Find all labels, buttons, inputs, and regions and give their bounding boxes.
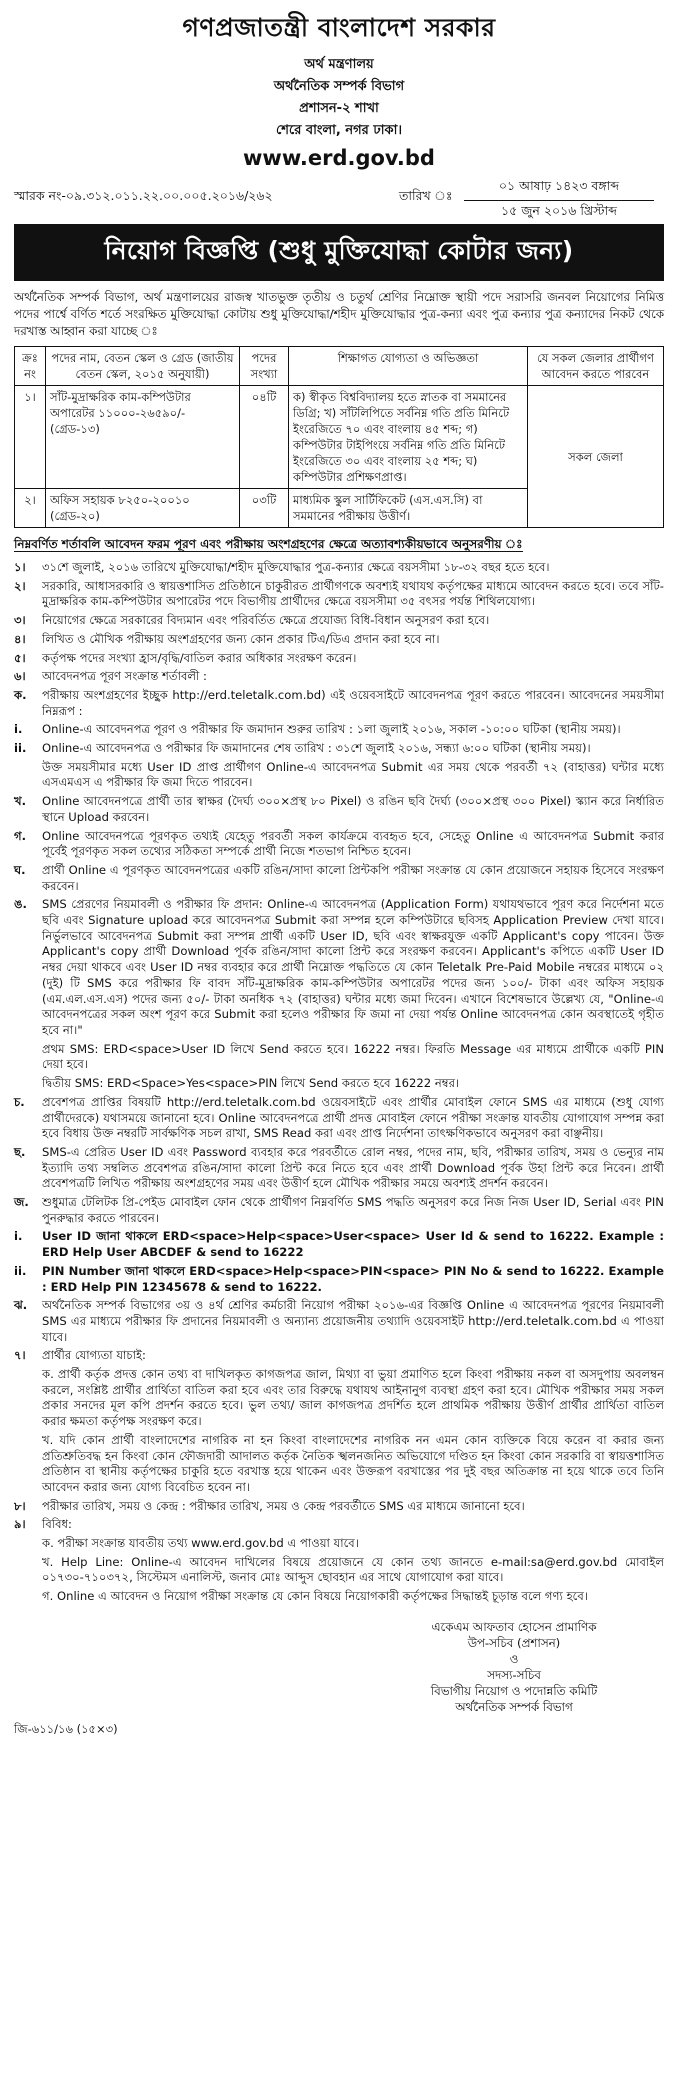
posts-table bbox=[14, 346, 664, 528]
condition-text: আবেদনপত্র পূরণ সংক্রান্ত শর্তাবলী : bbox=[42, 669, 207, 684]
condition-item bbox=[14, 1433, 664, 1496]
condition-number bbox=[14, 1555, 42, 1586]
condition-text: উক্ত সময়সীমার মধ্যে User ID প্রাপ্ত প্রার্থীগণ Online-এ আবেদনপত্র Submit এর সময় থেকে পরবর্তী ৭২ (বাহাত্তর) ঘন্টার মধ্যে এসএমএস এ পরীক্ষার ফি জমা দিতে পারবেন। bbox=[42, 759, 664, 790]
condition-text: পরীক্ষার তারিখ, সময় ও কেন্দ্র : পরীক্ষার তারিখ, সময় ও কেন্দ্র পরবর্তীতে SMS এর মাধ্যমে জানানো হবে। bbox=[42, 1498, 525, 1513]
conditions-title bbox=[14, 536, 664, 556]
address: শেরে বাংলা, নগর ঢাকা। bbox=[276, 123, 402, 138]
intro-paragraph: অর্থনৈতিক সম্পর্ক বিভাগ, অর্থ মন্ত্রণালয়ের রাজস্ব খাতভুক্ত তৃতীয় ও চতুর্থ শ্রেণির নিম্নোক্ত স্থায়ী পদে সরাসরি জনবল নিয়োগের নিমিত্ত পদের পার্শ্বে বর্ণিত শর্তে সংরক্ষিত মুক্তিযোদ্ধা কোটায় শুধু মুক্তিযোদ্ধা/শহীদ মুক্তিযোদ্ধার পুত্র-কন্যা এবং পুত্র কন্যার পুত্র কন্যাদের নিকট থেকে দরখাস্ত আহ্বান করা যাচ্ছে ঃ bbox=[14, 290, 664, 338]
condition-number: i. bbox=[14, 722, 23, 737]
condition-item bbox=[14, 794, 664, 825]
date-box bbox=[464, 176, 654, 225]
condition-text: সরকারি, আধাসরকারি ও স্বায়ত্তশাসিত প্রতিষ্ঠানে চাকুরীরত প্রার্থীগণকে অবশ্যই যথাযথ কর্তৃপক্ষের মাধ্যমে আবেদন করতে হবে। তবে সাঁট-মুদ্রাক্ষরিক কাম-কম্পিউটার অপারেটর পদে বিভাগীয় প্রার্থীদের ক্ষেত্রে বয়সসীমা ৩৫ বৎসর পর্যন্ত শিথিলযোগ্য। bbox=[42, 578, 664, 609]
condition-text: User ID জানা থাকলে ERD<space>Help<space>User<space> User Id & send to 16222. Example : ERD Help User ABCDEF & send to 16222 bbox=[42, 1229, 664, 1260]
condition-number: ২। bbox=[14, 578, 26, 593]
condition-item bbox=[14, 688, 664, 719]
condition-item bbox=[14, 579, 664, 610]
header-districts: যে সকল জেলার প্রার্থীগণ আবেদন করতে পারবেন bbox=[528, 347, 664, 386]
condition-text: লিখিত ও মৌখিক পরীক্ষায় অংশগ্রহণের জন্য কোন প্রকার টিএ/ডিএ প্রদান করা হবে না। bbox=[42, 631, 440, 646]
condition-number: ঝ. bbox=[14, 1298, 28, 1313]
division-name: অর্থনৈতিক সম্পর্ক বিভাগ bbox=[273, 79, 405, 94]
website[interactable]: www.erd.gov.bd bbox=[243, 146, 435, 170]
date-bangla: ০১ আষাঢ় ১৪২৩ বঙ্গাব্দ bbox=[464, 176, 654, 201]
condition-text: PIN Number জানা থাকলে ERD<space>Help<space>PIN<space> PIN No & send to 16222. Example : ERD Help PIN 12345678 & send to 16222. bbox=[42, 1263, 664, 1294]
condition-text: ক. প্রার্থী কর্তৃক প্রদত্ত কোন তথ্য বা দাখিলকৃত কাগজপত্র জাল, মিথ্যা বা ভুয়া প্রমাণিত হলে কিংবা পরীক্ষায় নকল বা অসদুপায় অবলম্বন করলে, সংশ্লিষ্ট প্রার্থীর প্রার্থিতা বাতিল করা হবে এবং তার বিরুদ্ধে যথাযথ আইনানুগ ব্যবস্থা গ্রহণ করা হবে। মৌখিক পরীক্ষার সময় সকল প্রকার সনদের মূল কপি প্রদর্শন করতে হবে। ভুল তথ্য/ জাল কাগজপত্র প্রদর্শিত হলে প্রাথমিক পরীক্ষায় উত্তীর্ণ প্রার্থীর প্রার্থিতা বাতিল করার ক্ষমতা কর্তৃপক্ষ সংরক্ষণ করে। bbox=[42, 1367, 664, 1429]
condition-number: ii. bbox=[14, 741, 27, 756]
condition-number: ১। bbox=[14, 560, 26, 574]
condition-number: ঘ. bbox=[14, 862, 26, 877]
header-post: পদের নাম, বেতন স্কেল ও গ্রেড (জাতীয় বেতন স্কেল, ২০১৫ অনুযায়ী) bbox=[46, 347, 240, 386]
condition-number: ঙ. bbox=[14, 897, 27, 912]
condition-text: গ. Online এ আবেদন ও নিয়োগ পরীক্ষা সংক্রান্ত যে কোন বিষয়ে নিয়োগকারী কর্তৃপক্ষের সিদ্ধান্তই চূড়ান্ত বলে গণ্য হবে। bbox=[42, 1589, 588, 1604]
condition-item bbox=[14, 669, 664, 685]
condition-item bbox=[14, 1042, 664, 1073]
conditions-list bbox=[14, 560, 664, 1605]
ministry-name: অর্থ মন্ত্রণালয় bbox=[304, 57, 374, 72]
memo-number: স্মারক নং-০৯.৩১২.০১১.২২.০০.০০৫.২০১৬/২৬২ bbox=[14, 188, 273, 203]
condition-text: প্রথম SMS: ERD<space>User ID লিখে Send করতে হবে। 16222 নম্বর। ফিরতি Message এর মাধ্যমে প্রার্থীকে একটি PIN দেয়া হবে। bbox=[42, 1041, 664, 1072]
condition-item bbox=[14, 632, 664, 648]
condition-text: SMS-এ প্রেরিত User ID এবং Password ব্যবহার করে পরবর্তীতে রোল নম্বর, পদের নাম, ছবি, পরীক্ষার তারিখ, সময় ও ভেন্যুর নাম ইত্যাদি তথ্য সম্বলিত প্রবেশপত্র রঙিন/সাদা কালো প্রিন্ট করে নিতে হবে এবং প্রার্থী Download পূর্বক উহা প্রিন্ট করে নিবেন। প্রার্থী প্রবেশপত্রটি লিখিত পরীক্ষায় অংশগ্রহণের সময় এবং উত্তীর্ণ হলে মৌখিক পরীক্ষার সময়ে অবশ্যই প্রদর্শন করবেন। bbox=[42, 1144, 664, 1191]
condition-number: জ. bbox=[14, 1195, 29, 1210]
signature-block bbox=[14, 1619, 664, 1715]
condition-item bbox=[14, 1145, 664, 1192]
condition-item bbox=[14, 560, 664, 576]
row-qualification: ক) স্বীকৃত বিশ্ববিদ্যালয় হতে স্নাতক বা সমমানের ডিগ্রি; খ) সাঁটলিপিতে সর্বনিম্ন গতি প্রতি মিনিটে ইংরেজিতে ৭০ এবং বাংলায় ৪৫ শব্দ; গ) কম্পিউটার টাইপিংয়ে সর্বনিম্ন গতি প্রতি মিনিটে ইংরেজিতে ৩০ এবং বাংলায় ২৫ শব্দ; ঘ) কম্পিউটার প্রশিক্ষণপ্রাপ্ত। bbox=[289, 386, 528, 489]
condition-number bbox=[14, 760, 42, 791]
row-sl: ২। bbox=[15, 489, 46, 528]
row-qualification: মাধ্যমিক স্কুল সার্টিফিকেট (এস.এস.সি) বা সমমানের পরীক্ষায় উত্তীর্ণ। bbox=[289, 489, 528, 528]
condition-item bbox=[14, 1536, 664, 1552]
condition-number: ৭। bbox=[14, 1348, 26, 1363]
row-sl: ১। bbox=[15, 386, 46, 489]
notice-page bbox=[14, 0, 664, 1740]
condition-item bbox=[14, 722, 664, 738]
header-qualification: শিক্ষাগত যোগ্যতা ও অভিজ্ঞতা bbox=[289, 347, 528, 386]
condition-number: চ. bbox=[14, 1094, 25, 1109]
condition-item bbox=[14, 1499, 664, 1515]
branch-name: প্রশাসন-২ শাখা bbox=[299, 101, 379, 116]
condition-item bbox=[14, 760, 664, 791]
condition-text: শুধুমাত্র টেলিটক প্রি-পেইড মোবাইল ফোন থেকে প্রার্থীগণ নিম্নবর্ণিত SMS পদ্ধতি অনুসরণ করে নিজ নিজ User ID, Serial এবং PIN পুনরুদ্ধার করতে পারবেন। bbox=[42, 1195, 664, 1225]
condition-text: ৩১শে জুলাই, ২০১৬ তারিখে মুক্তিযোদ্ধা/শহীদ মুক্তিযোদ্ধার পুত্র-কন্যার ক্ষেত্রে বয়সসীমা ১৮-৩২ বছর হতে হবে। bbox=[42, 560, 550, 574]
header bbox=[14, 8, 664, 170]
condition-number: ৬। bbox=[14, 669, 26, 684]
condition-text: পরীক্ষায় অংশগ্রহণের ইচ্ছুক http://erd.teletalk.com.bd) এই ওয়েবসাইটে আবেদনপত্র পূরণ করতে পারবেন। আবেদনের সময়সীমা নিম্নরূপ : bbox=[42, 687, 664, 718]
reference-row bbox=[14, 176, 664, 218]
header-count: পদের সংখ্যা bbox=[240, 347, 289, 386]
condition-item bbox=[14, 651, 664, 667]
condition-text: খ. যদি কোন প্রার্থী বাংলাদেশের নাগরিক না হন কিংবা বাংলাদেশের নাগরিক নন এমন কোন ব্যক্তিকে বিয়ে করেন বা করার জন্য প্রতিশ্রুতিবদ্ধ হন কিংবা কোন ফৌজদারী আদালত কর্তৃক নৈতিক স্খলনজনিত অভিযোগে দণ্ডিত হন কিংবা কোন সরকারি বা স্বায়ত্তশাসিত প্রতিষ্ঠান বা স্থানীয় কর্তৃপক্ষের চাকুরি হতে বরখাস্ত হয়ে থাকেন এবং উক্তরূপ বরখাস্তের পর দুই বছর অতিক্রান্ত না হয়ে থাকে তবে তিনি আবেদন করার জন্য যোগ্য বিবেচিত হবেন না। bbox=[42, 1432, 664, 1494]
condition-item bbox=[14, 1195, 664, 1226]
row-count: ০৪টি bbox=[240, 386, 289, 489]
condition-text: Online আবেদনপত্রে পূরণকৃত তথ্যই যেহেতু পরবর্তী সকল কার্যক্রমে ব্যবহৃত হবে, সেহেতু Online এ আবেদনপত্র Submit করার পূর্বেই পূরণকৃত সকল তথ্যের সঠিকতা সম্পর্কে প্রার্থী নিজে শতভাগ নিশ্চিত হবেন। bbox=[42, 828, 664, 859]
condition-item bbox=[14, 613, 664, 629]
condition-item bbox=[14, 1076, 664, 1092]
condition-number: গ. bbox=[14, 828, 27, 843]
signatory-role: সদস্য-সচিব bbox=[487, 1667, 541, 1682]
condition-number: খ. bbox=[14, 794, 27, 809]
condition-text: Online আবেদনপত্রে প্রার্থী তার স্বাক্ষর (দৈর্ঘ্য ৩০০×প্রস্থ ৮০ Pixel) ও রঙিন ছবি দৈর্ঘ্য (৩০০×প্রস্থ ৩০০ Pixel) স্ক্যান করে নির্ধারিত স্থানে Upload করবেন। bbox=[42, 794, 664, 824]
condition-number bbox=[14, 1536, 42, 1552]
condition-item bbox=[14, 741, 664, 757]
condition-number bbox=[14, 1076, 42, 1092]
condition-item bbox=[14, 1229, 664, 1260]
condition-number: ৮। bbox=[14, 1498, 26, 1513]
condition-number: ৪। bbox=[14, 631, 26, 646]
condition-item bbox=[14, 1589, 664, 1605]
condition-item bbox=[14, 829, 664, 860]
condition-number: ii. bbox=[14, 1263, 27, 1278]
conditions-title-text: নিম্নবর্ণিত শর্তাবলি আবেদন ফরম পূরণ এবং পরীক্ষায় অংশগ্রহণের ক্ষেত্রে অত্যাবশ্যকীয়ভাবে অনুসরণীয় ঃ bbox=[14, 537, 523, 551]
condition-number: ক. bbox=[14, 687, 27, 702]
condition-text: প্রার্থী Online এ পূরণকৃত আবেদনপত্রের একটি রঙিন/সাদা কালো প্রিন্টকপি পরীক্ষা সংক্রান্ত যে কোন প্রয়োজনে সহায়ক হিসেবে সংরক্ষণ করবেন। bbox=[42, 862, 664, 893]
condition-item bbox=[14, 1348, 664, 1364]
condition-text: প্রবেশপত্র প্রাপ্তির বিষয়টি http://erd.teletalk.com.bd ওয়েবসাইটে এবং প্রার্থীর মোবাইল ফোনে SMS এর মাধ্যমে (শুধু যোগ্য প্রার্থীদেরকে) যথাসময়ে জানানো হবে। Online আবেদনপত্রে প্রার্থী প্রদত্ত মোবাইল ফোনে পরীক্ষা সংক্রান্ত যাবতীয় যোগাযোগ সম্পন্ন করা হবে বিধায় উক্ত নম্বরটি সার্বক্ষণিক সচল রাখা, SMS Read করা এবং প্রাপ্ত নির্দেশনা তাৎক্ষণিকভাবে অনুসরণ করা বাঞ্ছনীয়। bbox=[42, 1094, 664, 1141]
row-post: অফিস সহায়ক ৮২৫০-২০০১০ (গ্রেড-২০) bbox=[46, 489, 240, 528]
condition-number: ৩। bbox=[14, 613, 26, 628]
condition-text: কর্তৃপক্ষ পদের সংখ্যা হ্রাস/বৃদ্ধি/বাতিল করার অধিকার সংরক্ষণ করেন। bbox=[42, 650, 357, 665]
footer-code: জি-৬১১/১৬ (১৫×৩) bbox=[14, 1721, 118, 1736]
signatory-committee: বিভাগীয় নিয়োগ ও পদোন্নতি কমিটি bbox=[430, 1683, 598, 1698]
condition-text: বিবিধ: bbox=[42, 1517, 72, 1532]
notice-title: নিয়োগ বিজ্ঞপ্তি (শুধু মুক্তিযোদ্ধা কোটার জন্য) bbox=[14, 224, 664, 281]
government-title: গণপ্রজাতন্ত্রী বাংলাদেশ সরকার bbox=[182, 13, 496, 42]
condition-item bbox=[14, 1298, 664, 1345]
condition-number: ৯। bbox=[14, 1517, 26, 1532]
signatory-and: ও bbox=[509, 1651, 519, 1666]
condition-item bbox=[14, 1264, 664, 1295]
condition-number bbox=[14, 1433, 42, 1496]
signatory-division: অর্থনৈতিক সম্পর্ক বিভাগ bbox=[455, 1699, 573, 1714]
table-row bbox=[15, 386, 664, 489]
date-english: ১৫ জুন ২০১৬ খ্রিস্টাব্দ bbox=[501, 203, 617, 218]
condition-text: অর্থনৈতিক সম্পর্ক বিভাগের ৩য় ও ৪র্থ শ্রেণির কর্মচারী নিয়োগ পরীক্ষা ২০১৬-এর বিজ্ঞপ্তি Online এ আবেদনপত্র পূরণের নিয়মাবলী SMS এর মাধ্যমে পরীক্ষার ফি প্রদানের নিয়মাবলী ও অন্যান্য প্রয়োজনীয় তথ্যাদি ওয়েবসাইট http://erd.teletalk.com.bd এ পাওয়া যাবে। bbox=[42, 1298, 664, 1344]
condition-item bbox=[14, 863, 664, 894]
condition-number bbox=[14, 1042, 42, 1073]
condition-text: খ. Help Line: Online-এ আবেদন দাখিলের বিষয়ে প্রয়োজনে যে কোন তথ্য জানতে e-mail:sa@erd.gov.bd মোবাইল ০১৭৩০-৭১০৩৭২, সিস্টেমস এনালিস্ট, জনাব মোঃ আব্দুস ছোবহান এর সাথে যোগাযোগ করা যাবে। bbox=[42, 1554, 664, 1585]
condition-text: Online-এ আবেদনপত্র ও পরীক্ষার ফি জমাদানের শেষ তারিখ : ৩১শে জুলাই ২০১৬, সন্ধ্যা ৬:০০ ঘটিকা (স্থানীয় সময়)। bbox=[42, 741, 591, 756]
condition-item bbox=[14, 897, 664, 1038]
condition-number: ৫। bbox=[14, 650, 26, 665]
condition-number: ছ. bbox=[14, 1144, 26, 1159]
row-count: ০৩টি bbox=[240, 489, 289, 528]
condition-text: নিয়োগের ক্ষেত্রে সরকারের বিদ্যমান এবং পরিবর্তিত ক্ষেত্রে প্রযোজ্য বিধি-বিধান অনুসরণ করা হবে। bbox=[42, 613, 490, 628]
date-label: তারিখ ঃ bbox=[399, 188, 453, 203]
condition-item bbox=[14, 1367, 664, 1430]
condition-text: দ্বিতীয় SMS: ERD<Space>Yes<space>PIN লিখে Send করতে হবে 16222 নম্বর। bbox=[42, 1076, 460, 1091]
row-post: সাঁট-মুদ্রাক্ষরিক কাম-কম্পিউটার অপারেটর ১১০০০-২৬৫৯০/- (গ্রেড-১৩) bbox=[46, 386, 240, 489]
header-sl: ক্রঃ নং bbox=[15, 347, 46, 386]
signatory-name: একেএম আফতাব হোসেন প্রামাণিক bbox=[431, 1619, 597, 1634]
condition-item bbox=[14, 1517, 664, 1533]
condition-item bbox=[14, 1095, 664, 1142]
condition-number bbox=[14, 1589, 42, 1605]
condition-item bbox=[14, 1555, 664, 1586]
condition-number: i. bbox=[14, 1229, 23, 1244]
condition-text: ক. পরীক্ষা সংক্রান্ত যাবতীয় তথ্য www.erd.gov.bd এ পাওয়া যাবে। bbox=[42, 1536, 359, 1551]
condition-text: Online-এ আবেদনপত্র পূরণ ও পরীক্ষার ফি জমাদান শুরুর তারিখ : ১লা জুলাই ২০১৬, সকাল -১০:০০ ঘটিকা (স্থানীয় সময়)। bbox=[42, 722, 621, 737]
condition-number bbox=[14, 1367, 42, 1430]
condition-text: প্রার্থীর যোগ্যতা যাচাই: bbox=[42, 1348, 146, 1363]
row-districts: সকল জেলা bbox=[528, 386, 664, 528]
condition-text: SMS প্রেরণের নিয়মাবলী ও পরীক্ষার ফি প্রদান: Online-এ আবেদনপত্র (Application Form) যথাযথভাবে পূরণ করে নির্দেশনা মতে ছবি এবং Signature upload করে আবেদনপত্র Submit করা সম্পন্ন হলে কম্পিউটারে ছবিসহ Application Preview দেখা যাবে। নির্ভুলভাবে আবেদনপত্র Submit করা সম্পন্ন প্রার্থী একটি User ID, ছবি এবং স্বাক্ষরযুক্ত একটি Applicant's copy পাবেন। উক্ত Applicant's copy প্রার্থী Download পূর্বক রঙিন/সাদা কালো প্রিন্ট করে সংরক্ষণ করবেন। Applicant's কপিতে একটি User ID নম্বর দেয়া থাকবে এবং User ID নম্বর ব্যবহার করে প্রার্থী নিম্নোক্ত পদ্ধতিতে যে কোন Teletalk Pre-Paid Mobile নম্বরের মাধ্যমে ০২ (দুই) টি SMS করে পরীক্ষার ফি বাবদ সাঁট-মুদ্রাক্ষরিক কাম-কম্পিউটার অপারেটর পদের জন্য ১০০/- টাকা এবং অফিস সহায়ক (এম.এল.এস.এস) পদের জন্য ৫০/- টাকা অনধিক ৭২ (বাহাত্তর) ঘন্টার মধ্যে জমা দিবেন। এখানে বিশেষভাবে উল্লেখ্য যে, "Online-এ আবেদনপত্রের সকল অংশ পূরণ করে Submit করা হলেও পরীক্ষার ফি জমা না দেয়া পর্যন্ত Online আবেদনপত্র কোন অবস্থাতেই গৃহীত হবে না।" bbox=[42, 897, 665, 1037]
signatory-designation: উপ-সচিব (প্রশাসন) bbox=[467, 1635, 561, 1650]
table-header-row bbox=[15, 347, 664, 386]
